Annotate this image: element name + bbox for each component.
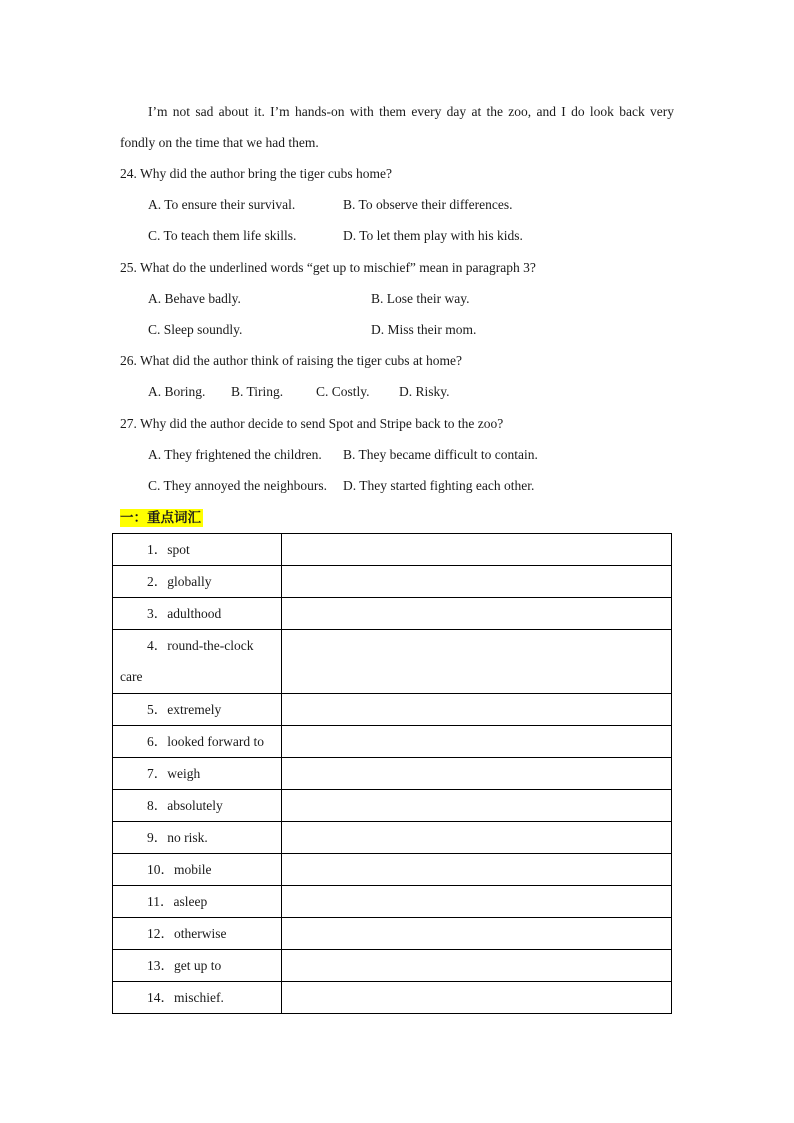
vocab-term-cell bbox=[113, 630, 281, 693]
vocab-answer-cell[interactable] bbox=[282, 726, 672, 758]
vocab-answer-cell[interactable] bbox=[282, 566, 672, 598]
question-24-option-c: C. To teach them life skills. bbox=[148, 228, 297, 243]
vocab-term: no risk. bbox=[167, 830, 208, 845]
table-row bbox=[113, 566, 672, 598]
vocab-term: looked forward to bbox=[167, 734, 264, 749]
vocab-term: spot bbox=[167, 542, 190, 557]
vocab-answer-cell[interactable] bbox=[282, 822, 672, 854]
vocab-number: 7． bbox=[147, 766, 168, 781]
vocabulary-table bbox=[112, 533, 672, 1014]
vocab-term-cell bbox=[113, 566, 281, 597]
table-row bbox=[113, 758, 672, 790]
vocab-answer-cell[interactable] bbox=[282, 694, 672, 726]
table-row bbox=[113, 598, 672, 630]
vocab-number: 1． bbox=[147, 542, 168, 557]
vocab-number: 12． bbox=[147, 926, 174, 941]
vocab-term: globally bbox=[167, 574, 212, 589]
question-25-option-c: C. Sleep soundly. bbox=[148, 322, 243, 337]
vocab-term: get up to bbox=[174, 958, 222, 973]
vocab-term-cell bbox=[113, 982, 281, 1013]
vocab-term-cell bbox=[113, 694, 281, 725]
table-row bbox=[113, 822, 672, 854]
table-row bbox=[113, 918, 672, 950]
vocab-term-cell bbox=[113, 790, 281, 821]
table-row bbox=[113, 726, 672, 758]
vocab-number: 3． bbox=[147, 606, 168, 621]
vocab-term-cell bbox=[113, 822, 281, 853]
table-row bbox=[113, 790, 672, 822]
table-row bbox=[113, 982, 672, 1014]
question-25-option-a: A. Behave badly. bbox=[148, 291, 241, 306]
question-27-stem: 27. Why did the author decide to send Spot and Stripe back to the zoo? bbox=[120, 416, 504, 431]
vocab-term: adulthood bbox=[167, 606, 222, 621]
vocab-number: 8． bbox=[147, 798, 168, 813]
vocab-term: weigh bbox=[167, 766, 201, 781]
vocab-term: mobile bbox=[174, 862, 212, 877]
vocab-number: 2． bbox=[147, 574, 168, 589]
vocab-answer-cell[interactable] bbox=[282, 982, 672, 1014]
table-row bbox=[113, 534, 672, 566]
vocab-number: 9． bbox=[147, 830, 168, 845]
question-24-option-b: B. To observe their differences. bbox=[343, 197, 513, 212]
vocab-answer-cell[interactable] bbox=[282, 630, 672, 694]
question-25-option-b: B. Lose their way. bbox=[371, 291, 470, 306]
question-26-option-a: A. Boring. bbox=[148, 384, 206, 399]
question-27-option-a: A. They frightened the children. bbox=[148, 447, 322, 462]
vocab-number: 6． bbox=[147, 734, 168, 749]
vocab-answer-cell[interactable] bbox=[282, 758, 672, 790]
vocab-term: otherwise bbox=[174, 926, 227, 941]
vocab-term-continued: care bbox=[120, 669, 143, 684]
vocab-term: extremely bbox=[167, 702, 222, 717]
vocab-number: 13． bbox=[147, 958, 174, 973]
question-25-option-d: D. Miss their mom. bbox=[371, 322, 477, 337]
vocab-answer-cell[interactable] bbox=[282, 534, 672, 566]
question-26-option-d: D. Risky. bbox=[399, 384, 450, 399]
question-26-stem: 26. What did the author think of raising the tiger cubs at home? bbox=[120, 353, 463, 368]
vocab-number: 14． bbox=[147, 990, 174, 1005]
table-row bbox=[113, 950, 672, 982]
question-24-option-d: D. To let them play with his kids. bbox=[343, 228, 523, 243]
vocab-answer-cell[interactable] bbox=[282, 950, 672, 982]
question-26-option-c: C. Costly. bbox=[316, 384, 370, 399]
passage-line-1: I’m not sad about it. I’m hands-on with them every day at the zoo, and I do look back very bbox=[148, 104, 674, 119]
vocab-number: 4． bbox=[147, 638, 168, 653]
vocab-term: mischief. bbox=[174, 990, 224, 1005]
vocab-term-cell bbox=[113, 758, 281, 789]
question-27-option-c: C. They annoyed the neighbours. bbox=[148, 478, 327, 493]
vocab-term: asleep bbox=[173, 894, 208, 909]
vocab-answer-cell[interactable] bbox=[282, 918, 672, 950]
table-row bbox=[113, 886, 672, 918]
vocab-term-cell bbox=[113, 534, 281, 565]
vocab-term-cell bbox=[113, 598, 281, 629]
passage-line-2: fondly on the time that we had them. bbox=[120, 135, 319, 150]
vocab-answer-cell[interactable] bbox=[282, 598, 672, 630]
vocab-term-cell bbox=[113, 886, 281, 917]
vocab-number: 11． bbox=[147, 894, 174, 909]
vocab-term-cell bbox=[113, 950, 281, 981]
vocab-answer-cell[interactable] bbox=[282, 854, 672, 886]
table-row bbox=[113, 630, 672, 694]
section-heading-key-vocabulary: 一：重点词汇 bbox=[120, 510, 201, 526]
vocab-term: round-the-clock bbox=[167, 638, 254, 653]
vocab-term: absolutely bbox=[167, 798, 223, 813]
vocab-term-cell bbox=[113, 854, 281, 885]
question-25-stem: 25. What do the underlined words “get up to mischief” mean in paragraph 3? bbox=[120, 260, 536, 275]
table-row bbox=[113, 694, 672, 726]
vocab-number: 5． bbox=[147, 702, 168, 717]
vocab-answer-cell[interactable] bbox=[282, 790, 672, 822]
question-27-option-d: D. They started fighting each other. bbox=[343, 478, 535, 493]
vocab-answer-cell[interactable] bbox=[282, 886, 672, 918]
vocab-number: 10． bbox=[147, 862, 174, 877]
table-row bbox=[113, 854, 672, 886]
vocab-term-cell bbox=[113, 918, 281, 949]
question-27-option-b: B. They became difficult to contain. bbox=[343, 447, 538, 462]
vocab-term-cell bbox=[113, 726, 281, 757]
question-24-stem: 24. Why did the author bring the tiger cubs home? bbox=[120, 166, 392, 181]
question-26-option-b: B. Tiring. bbox=[231, 384, 284, 399]
question-24-option-a: A. To ensure their survival. bbox=[148, 197, 296, 212]
